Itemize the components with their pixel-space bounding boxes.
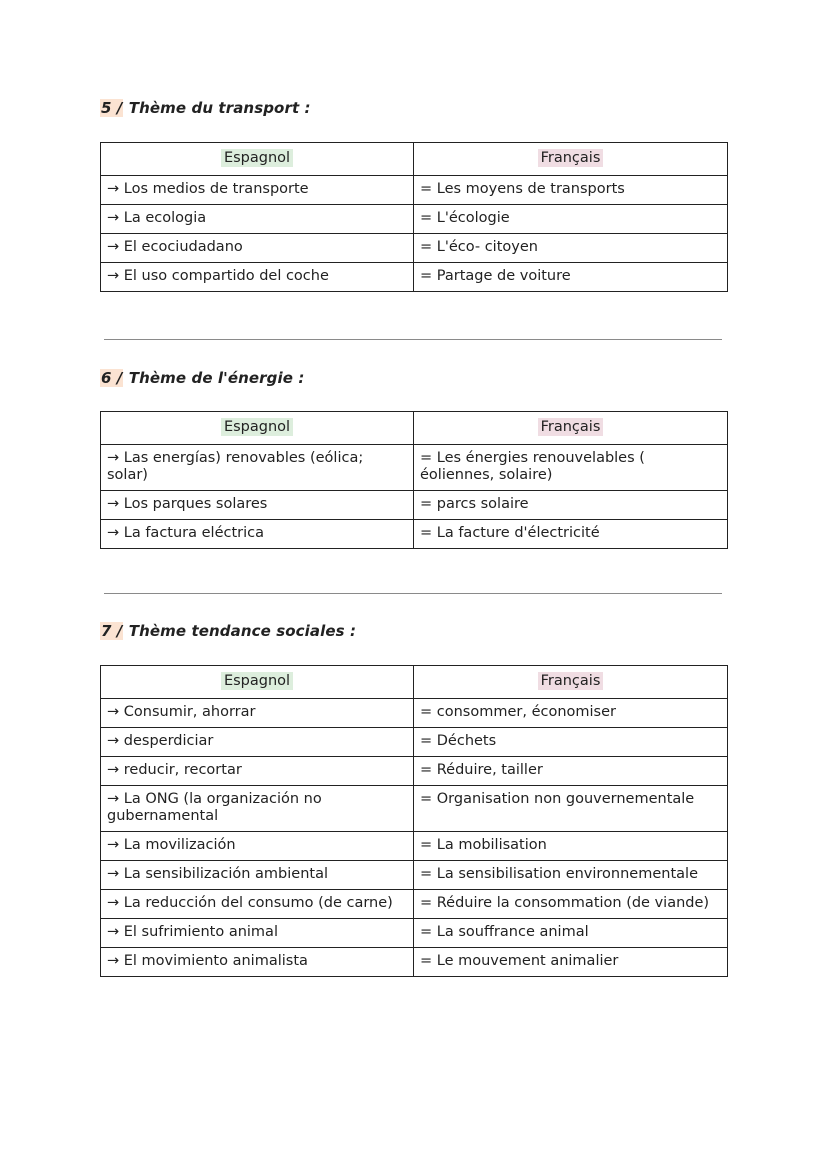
cell-fr: = Les énergies renouvelables ( éoliennes, solaire) [414, 445, 728, 491]
table-header-row [101, 412, 728, 445]
vocab-table-tendances-sociales [100, 665, 728, 977]
cell-es: → Consumir, ahorrar [101, 699, 414, 728]
header-espagnol [101, 412, 414, 445]
cell-fr: = La mobilisation [414, 832, 728, 861]
cell-es: → La factura eléctrica [101, 520, 414, 549]
header-francais [414, 666, 728, 699]
cell-es: → La reducción del consumo (de carne) [101, 890, 414, 919]
table-row [101, 445, 728, 491]
cell-es: → El movimiento animalista [101, 948, 414, 977]
cell-es: → Los medios de transporte [101, 176, 414, 205]
header-francais [414, 412, 728, 445]
cell-es: → La ecologia [101, 205, 414, 234]
cell-es: → reducir, recortar [101, 757, 414, 786]
table-row [101, 948, 728, 977]
cell-es: → La ONG (la organización no gubernamental [101, 786, 414, 832]
header-label-francais: Français [538, 418, 604, 436]
table-header-row [101, 143, 728, 176]
cell-fr: = L'écologie [414, 205, 728, 234]
header-espagnol [101, 143, 414, 176]
section-title-energie [100, 369, 304, 387]
section-title-text: Thème du transport : [123, 99, 311, 117]
cell-fr: = La sensibilisation environnementale [414, 861, 728, 890]
header-espagnol [101, 666, 414, 699]
cell-fr: = Réduire la consommation (de viande) [414, 890, 728, 919]
cell-es: → El uso compartido del coche [101, 263, 414, 292]
cell-fr: = L'éco- citoyen [414, 234, 728, 263]
cell-fr: = Les moyens de transports [414, 176, 728, 205]
table-row [101, 263, 728, 292]
cell-es: → Las energías) renovables (eólica; solar) [101, 445, 414, 491]
section-title-transport [100, 99, 311, 117]
cell-fr: = La souffrance animal [414, 919, 728, 948]
table-row [101, 205, 728, 234]
table-row [101, 520, 728, 549]
section-number: 6 / [101, 369, 123, 387]
cell-fr: = Organisation non gouvernementale [414, 786, 728, 832]
cell-es: → desperdiciar [101, 728, 414, 757]
table-row [101, 234, 728, 263]
table-row [101, 832, 728, 861]
table-row [101, 728, 728, 757]
header-label-espagnol: Espagnol [221, 418, 293, 436]
cell-fr: = Déchets [414, 728, 728, 757]
section-divider [104, 593, 722, 594]
cell-fr: = parcs solaire [414, 491, 728, 520]
cell-es: → El sufrimiento animal [101, 919, 414, 948]
cell-es: → La sensibilización ambiental [101, 861, 414, 890]
section-divider [104, 339, 722, 340]
header-label-francais: Français [538, 672, 604, 690]
cell-es: → La movilización [101, 832, 414, 861]
table-row [101, 757, 728, 786]
section-title-tendances-sociales [100, 622, 356, 640]
header-label-espagnol: Espagnol [221, 672, 293, 690]
cell-fr: = Le mouvement animalier [414, 948, 728, 977]
cell-fr: = consommer, économiser [414, 699, 728, 728]
table-row [101, 176, 728, 205]
section-title-text: Thème de l'énergie : [123, 369, 305, 387]
table-row [101, 699, 728, 728]
cell-es: → Los parques solares [101, 491, 414, 520]
vocab-table-energie [100, 411, 728, 549]
section-title-text: Thème tendance sociales : [123, 622, 357, 640]
header-francais [414, 143, 728, 176]
table-row [101, 861, 728, 890]
table-row [101, 919, 728, 948]
cell-fr: = La facture d'électricité [414, 520, 728, 549]
cell-fr: = Réduire, tailler [414, 757, 728, 786]
section-number: 5 / [101, 99, 123, 117]
cell-fr: = Partage de voiture [414, 263, 728, 292]
header-label-francais: Français [538, 149, 604, 167]
table-header-row [101, 666, 728, 699]
section-number: 7 / [101, 622, 123, 640]
table-row [101, 890, 728, 919]
table-row [101, 491, 728, 520]
vocab-table-transport [100, 142, 728, 292]
header-label-espagnol: Espagnol [221, 149, 293, 167]
cell-es: → El ecociudadano [101, 234, 414, 263]
table-row [101, 786, 728, 832]
